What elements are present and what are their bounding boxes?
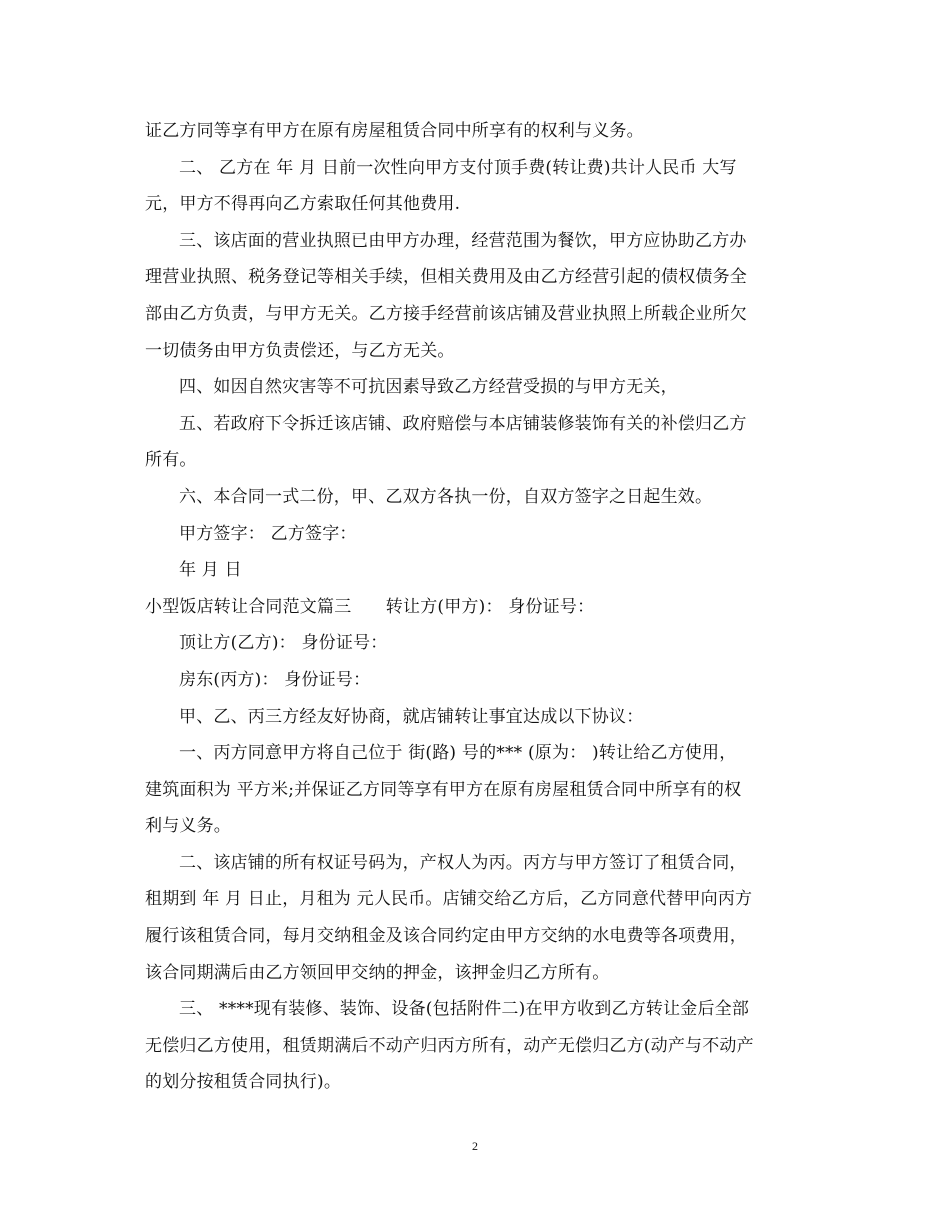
- text-line: 证乙方同等享有甲方在原有房屋租赁合同中所享有的权利与义务。: [145, 121, 644, 141]
- text-line: 甲、乙、丙三方经友好协商，就店铺转让事宜达成以下协议：: [179, 706, 644, 727]
- text-line: 该合同期满后由乙方领回甲交纳的押金，该押金归乙方所有。: [145, 962, 610, 983]
- text-line: 三、该店面的营业执照已由甲方办理，经营范围为餐饮，甲方应协助乙方办: [179, 230, 747, 251]
- text-line: 利与义务。: [145, 816, 231, 837]
- text-line: 四、如因自然灾害等不可抗因素导致乙方经营受损的与甲方无关，: [179, 377, 678, 398]
- document-body: [145, 113, 815, 1101]
- text-line: 部由乙方负责，与甲方无关。乙方接手经营前该店铺及营业执照上所载企业所欠: [145, 303, 747, 324]
- text-line: 五、若政府下令拆迁该店铺、政府赔偿与本店铺装修装饰有关的补偿归乙方: [179, 413, 747, 434]
- text-line: 小型饭店转让合同范文篇三 转让方(甲方)： 身份证号：: [145, 596, 595, 617]
- text-line: 二、该店铺的所有权证号码为，产权人为丙。丙方与甲方签订了租赁合同，: [179, 852, 747, 873]
- text-line: 一、丙方同意甲方将自己位于 街(路) 号的*** (原为： )转让给乙方使用，: [179, 743, 737, 764]
- text-line: 的划分按租赁合同执行)。: [145, 1072, 342, 1093]
- text-line: 三、 ****现有装修、装饰、设备(包括附件二)在甲方收到乙方转让金后全部: [179, 999, 750, 1020]
- text-line: 元，甲方不得再向乙方索取任何其他费用.: [145, 194, 461, 215]
- text-line: 无偿归乙方使用，租赁期满后不动产归丙方所有，动产无偿归乙方(动产与不动产: [145, 1035, 754, 1056]
- text-line: 六、本合同一式二份，甲、乙双方各执一份，自双方签字之日起生效。: [179, 486, 713, 507]
- text-line: 建筑面积为 平方米;并保证乙方同等享有甲方在原有房屋租赁合同中所享有的权: [145, 779, 742, 800]
- text-line: 顶让方(乙方)： 身份证号：: [179, 633, 388, 654]
- text-line: 所有。: [145, 450, 197, 471]
- text-line: 履行该租赁合同，每月交纳租金及该合同约定由甲方交纳的水电费等各项费用，: [145, 926, 747, 947]
- text-line: 租期到 年 月 日止，月租为 元人民币。店铺交给乙方后，乙方同意代替甲向丙方: [145, 889, 753, 910]
- text-line: 甲方签字： 乙方签字：: [179, 523, 357, 544]
- page-number: 2: [472, 1139, 478, 1153]
- text-line: 房东(丙方)： 身份证号：: [179, 669, 371, 690]
- text-line: 一切债务由甲方负责偿还，与乙方无关。: [145, 340, 455, 361]
- text-line: 理营业执照、税务登记等相关手续，但相关费用及由乙方经营引起的债权债务全: [145, 267, 747, 288]
- text-line: 年 月 日: [179, 560, 242, 581]
- text-line: 二、 乙方在 年 月 日前一次性向甲方支付顶手费(转让费)共计人民币 大写: [179, 157, 737, 178]
